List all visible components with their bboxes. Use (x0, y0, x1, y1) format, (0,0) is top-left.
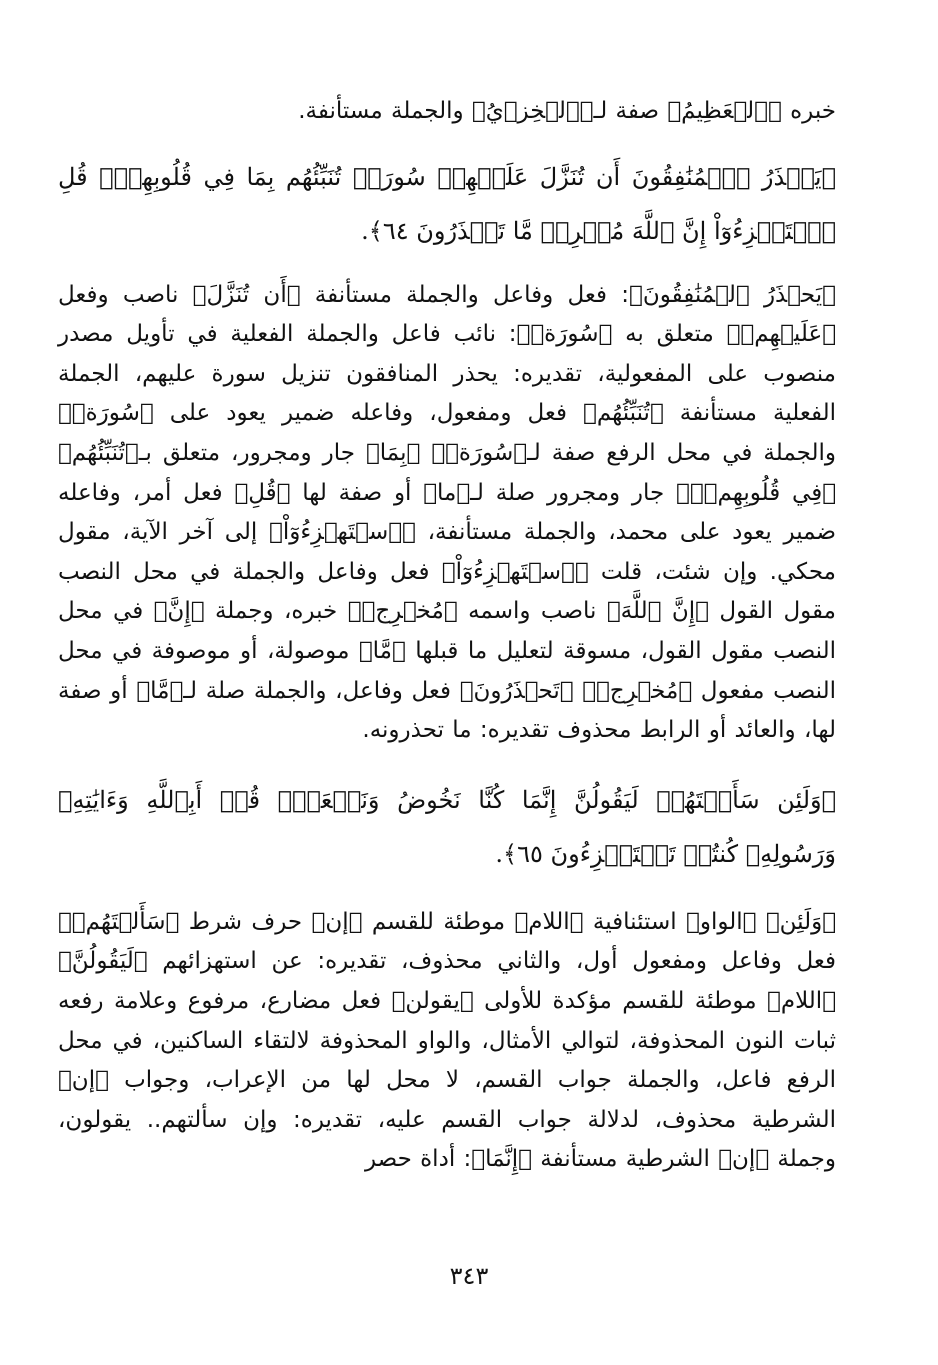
spacer (58, 258, 836, 276)
verse-64: ﴿يَحۡذَرُ ٱلۡمُنَٰفِقُونَ أَن تُنَزَّلَ عَلَيۡهِمۡ سُورَةٞ تُنَبِّئُهُم بِمَا فِي قُلُوبِهِمۡۚ قُلِ ٱسۡتَهۡزِءُوٓاْ إِنَّ ٱللَّهَ مُخۡرِجٞ مَّا تَحۡذَرُونَ ٦٤﴾. (58, 162, 836, 245)
paragraph-parsing-65: ﴿وَلَئِن﴾ ﴿الواو﴾ استئنافية ﴿اللام﴾ موطئة للقسم ﴿إن﴾ حرف شرط ﴿سَأَلۡتَهُمۡ﴾ فعل وفاعل ومفعول أول، والثاني محذوف، تقديره: عن استهزائهم ﴿لَيَقُولُنَّ﴾ ﴿اللام﴾ موطئة للقسم مؤكدة للأولى ﴿يقولن﴾ فعل مضارع، مرفوع وعلامة رفعه ثبات النون المحذوفة، لتوالي الأمثال، والواو المحذوفة لالتقاء الساكنين، في محل الرفع فاعل، والجملة جواب القسم، لا محل لها من الإعراب، وجواب ﴿إن﴾ الشرطية محذوف، لدلالة جواب القسم عليه، تقديره: وإن سألتهم.. يقولون، وجملة ﴿إن﴾ الشرطية مستأنفة ﴿إِنَّمَا﴾: أداة حصر (58, 908, 836, 1173)
page-number: ٣٤٣ (449, 1262, 489, 1290)
paragraph-parsing-64: ﴿يَحۡذَرُ ٱلۡمُنَٰفِقُونَ﴾: فعل وفاعل والجملة مستأنفة ﴿أَن تُنَزَّلَ﴾ ناصب وفعل ﴿عَلَيۡهِمۡ﴾ متعلق به ﴿سُورَةٞ﴾: نائب فاعل والجملة الفعلية في تأويل مصدر منصوب على المفعولية، تقديره: يحذر المنافقون تنزيل سورة عليهم، الجملة الفعلية مستأنفة ﴿تُنَبِّئُهُم﴾ فعل ومفعول، وفاعله ضمير يعود على ﴿سُورَةٞ﴾ والجملة في محل الرفع صفة لـ﴿سُورَةٞ﴾ ﴿بِمَا﴾ جار ومجرور، متعلق بـ﴿تُنَبِّئُهُم﴾ ﴿فِي قُلُوبِهِمۡۚ﴾ جار ومجرور صلة لـ﴿ما﴾ أو صفة لها ﴿قُلِ﴾ فعل أمر، وفاعله ضمير يعود على محمد، والجملة مستأنفة، ﴿ٱسۡتَهۡزِءُوٓاْ﴾ إلى آخر الآية، مقول محكي. وإن شئت، قلت ﴿ٱسۡتَهۡزِءُوٓاْ﴾ فعل وفاعل والجملة في محل النصب مقول القول ﴿إِنَّ ٱللَّهَ﴾ ناصب واسمه ﴿مُخۡرِجٞ﴾ خبره، وجملة ﴿إِنَّ﴾ في محل النصب مقول القول، مسوقة لتعليل ما قبلها ﴿مَّا﴾ موصولة، أو موصوفة في محل النصب مفعول ﴿مُخۡرِجٞ﴾ ﴿تَحۡذَرُونَ﴾ فعل وفاعل، والجملة صلة لـ﴿مَّا﴾ أو صفة لها، والعائد أو الرابط محذوف تقديره: ما تحذرونه. (58, 281, 836, 744)
spacer (58, 751, 836, 773)
spacer (58, 132, 836, 150)
spacer (58, 881, 836, 903)
document-page (58, 92, 836, 1292)
paragraph-intro: خبره ﴿ٱلۡعَظِيمُ﴾ صفة لـ﴿ٱلۡخِزۡيُ﴾ والجملة مستأنفة. (298, 98, 836, 124)
verse-65: ﴿وَلَئِن سَأَلۡتَهُمۡ لَيَقُولُنَّ إِنَّمَا كُنَّا نَخُوضُ وَنَلۡعَبُۚ قُلۡ أَبِٱللَّهِ وَءَايَٰتِهِۦ وَرَسُولِهِۦ كُنتُمۡ تَسۡتَهۡزِءُونَ ٦٥﴾. (58, 785, 836, 868)
